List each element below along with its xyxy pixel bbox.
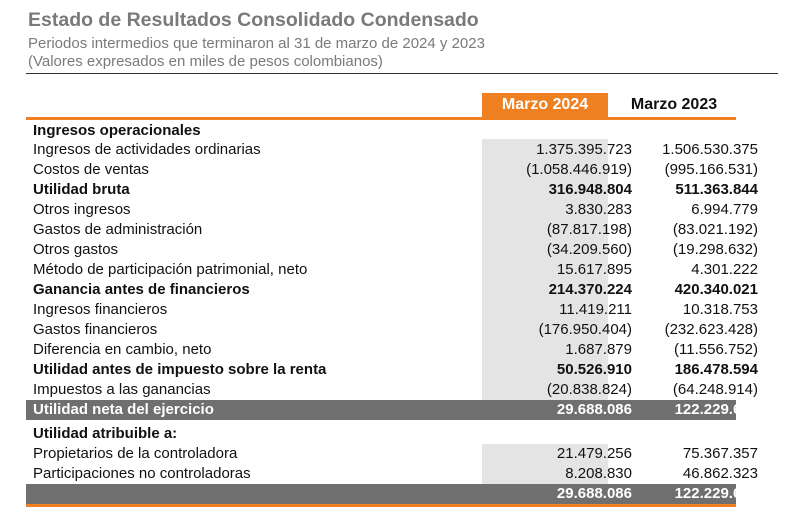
value-2023: 122.229.680 xyxy=(674,401,758,418)
row-label: Método de participación patrimonial, neto xyxy=(33,261,308,278)
value-2024: 8.208.830 xyxy=(565,465,632,482)
value-2023: (232.623.428) xyxy=(664,321,758,338)
row-label: Otros ingresos xyxy=(33,201,131,218)
value-2024: 50.526.910 xyxy=(556,361,632,378)
value-2024: (20.838.824) xyxy=(546,381,632,398)
value-2024: (34.209.560) xyxy=(546,241,632,258)
value-2024: 1.375.395.723 xyxy=(536,141,632,158)
row-label: Impuestos a las ganancias xyxy=(33,381,211,398)
value-2023: 511.363.844 xyxy=(675,181,758,198)
value-2023: (64.248.914) xyxy=(672,381,758,398)
table-row xyxy=(26,444,758,464)
value-2023: 420.340.021 xyxy=(674,281,758,298)
value-2023: 1.506.530.375 xyxy=(662,141,758,158)
statement-subtitle-period: Periodos intermedios que terminaron al 31 de marzo de 2024 y 2023 xyxy=(28,35,485,52)
row-label: Ganancia antes de financieros xyxy=(33,281,250,298)
subtotal-row-pretax-income xyxy=(26,360,758,380)
value-2023: (11.556.752) xyxy=(674,341,758,358)
row-label: Ingresos financieros xyxy=(33,301,168,318)
table-row xyxy=(26,464,758,484)
table-row xyxy=(26,320,758,340)
row-label: Ingresos de actividades ordinarias xyxy=(33,141,261,158)
table-row xyxy=(26,380,758,400)
statement-subtitle-units: (Valores expresados en miles de pesos colombianos) xyxy=(28,53,383,70)
subtotal-row-gross-profit xyxy=(26,180,758,200)
value-2024: 1.687.879 xyxy=(565,341,632,358)
value-2023: 122.229.680 xyxy=(674,485,758,502)
statement-title: Estado de Resultados Consolidado Condensado xyxy=(28,9,479,31)
value-2023: 186.478.594 xyxy=(674,361,758,378)
table-row xyxy=(26,300,758,320)
value-2023: 75.367.357 xyxy=(682,445,758,462)
table-top-accent xyxy=(26,117,736,120)
column-header-2024: Marzo 2024 xyxy=(482,93,608,117)
row-label: Costos de ventas xyxy=(33,161,149,178)
total-row-attributable xyxy=(26,484,758,504)
row-label: Utilidad antes de impuesto sobre la renta xyxy=(33,361,327,378)
row-label: Utilidad neta del ejercicio xyxy=(33,401,214,418)
table-row xyxy=(26,200,758,220)
subtotal-row-earnings-before-financials xyxy=(26,280,758,300)
row-label: Propietarios de la controladora xyxy=(33,445,238,462)
table-row xyxy=(26,340,758,360)
row-label: Gastos de administración xyxy=(33,221,203,238)
value-2023: (995.166.531) xyxy=(664,161,758,178)
total-row-net-income xyxy=(26,400,758,420)
value-2024: (87.817.198) xyxy=(546,221,632,238)
table-row xyxy=(26,220,758,240)
value-2023: (83.021.192) xyxy=(672,221,758,238)
value-2024: 21.479.256 xyxy=(556,445,632,462)
value-2023: 10.318.753 xyxy=(682,301,758,318)
row-label: Utilidad bruta xyxy=(33,181,130,198)
section-heading-attributable xyxy=(26,424,736,444)
table-row xyxy=(26,260,758,280)
value-2024: 11.419.211 xyxy=(559,301,632,318)
value-2023: 46.862.323 xyxy=(682,465,758,482)
table-row xyxy=(26,140,758,160)
column-header-2023: Marzo 2023 xyxy=(630,96,718,113)
row-label: Gastos financieros xyxy=(33,321,158,338)
section-heading-operating-income xyxy=(26,121,736,141)
row-label: Utilidad atribuible a: xyxy=(33,425,178,442)
value-2024: 29.688.086 xyxy=(556,401,632,418)
row-label: Diferencia en cambio, neto xyxy=(33,341,212,358)
value-2024: 29.688.086 xyxy=(556,485,632,502)
table-row xyxy=(26,240,758,260)
row-label: Otros gastos xyxy=(33,241,119,258)
row-label: Ingresos operacionales xyxy=(33,122,201,139)
value-2024: (176.950.404) xyxy=(538,321,632,338)
value-2024: 3.830.283 xyxy=(565,201,632,218)
row-label: Participaciones no controladoras xyxy=(33,465,251,482)
value-2023: 6.994.779 xyxy=(691,201,758,218)
value-2024: 15.617.895 xyxy=(556,261,632,278)
value-2024: 316.948.804 xyxy=(548,181,632,198)
value-2024: 214.370.224 xyxy=(548,281,632,298)
header-rule xyxy=(26,73,778,74)
table-row xyxy=(26,160,758,180)
table-bottom-accent xyxy=(26,504,736,507)
value-2023: 4.301.222 xyxy=(691,261,758,278)
value-2023: (19.298.632) xyxy=(672,241,758,258)
value-2024: (1.058.446.919) xyxy=(526,161,632,178)
